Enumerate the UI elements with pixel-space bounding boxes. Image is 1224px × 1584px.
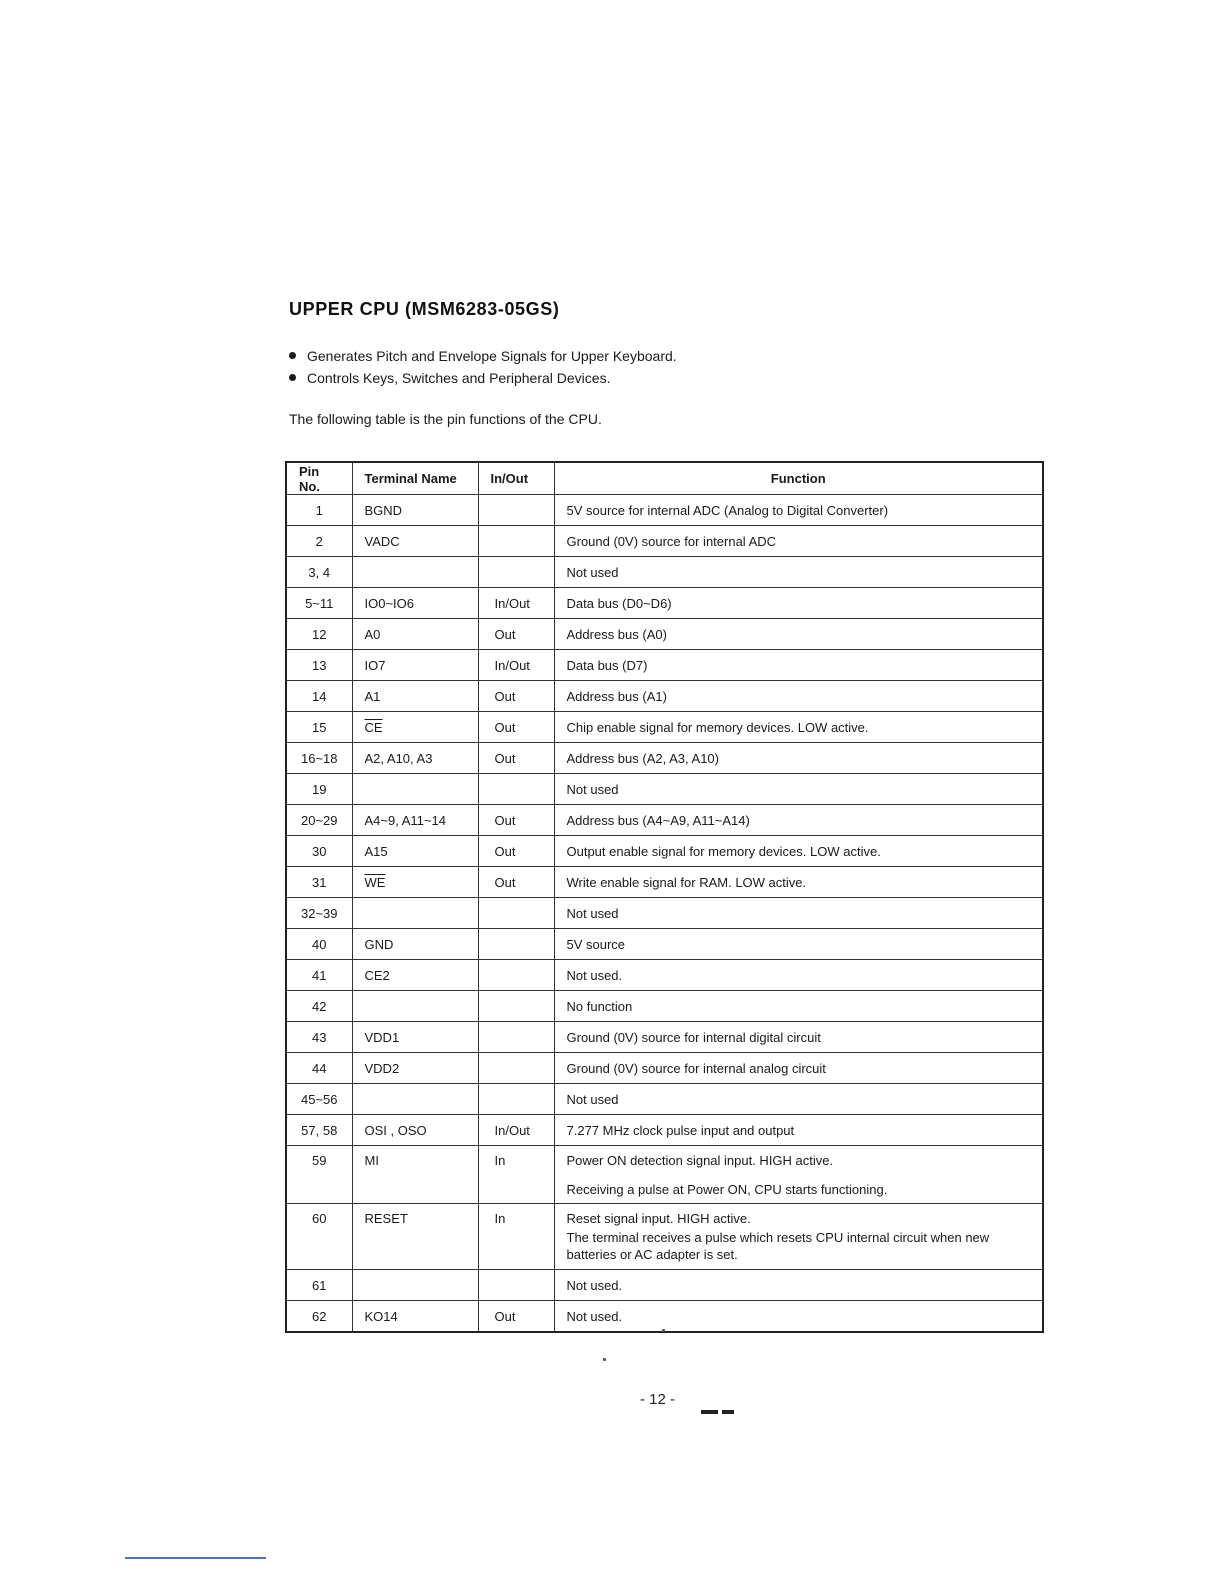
in-out-cell: [478, 1053, 554, 1084]
header-function: Function: [554, 462, 1043, 495]
header-pin-no: Pin No.: [286, 462, 352, 495]
terminal-name-cell: [352, 991, 478, 1022]
table-row: [286, 805, 1043, 836]
table-row: [286, 557, 1043, 588]
pin-number-cell: 62: [286, 1301, 352, 1333]
function-cell: [554, 1204, 1043, 1270]
function-line: Receiving a pulse at Power ON, CPU starts functioning.: [566, 1182, 888, 1197]
in-out-cell: [478, 495, 554, 526]
function-cell: Not used: [554, 898, 1043, 929]
pin-number-cell: 1: [286, 495, 352, 526]
in-out-cell: Out: [478, 867, 554, 898]
function-line: Power ON detection signal input. HIGH active.: [566, 1153, 834, 1168]
function-cell: Ground (0V) source for internal digital circuit: [554, 1022, 1043, 1053]
pin-number-cell: 14: [286, 681, 352, 712]
function-cell: Output enable signal for memory devices. LOW active.: [554, 836, 1043, 867]
function-cell: Write enable signal for RAM. LOW active.: [554, 867, 1043, 898]
in-out-cell: Out: [478, 712, 554, 743]
function-cell: Data bus (D0~D6): [554, 588, 1043, 619]
table-row: [286, 898, 1043, 929]
scan-speck: [603, 1358, 606, 1361]
in-out-cell: [478, 929, 554, 960]
terminal-name-cell: VDD1: [352, 1022, 478, 1053]
terminal-name-cell: GND: [352, 929, 478, 960]
pin-number-cell: 59: [286, 1146, 352, 1204]
terminal-name-cell: VADC: [352, 526, 478, 557]
function-cell: Not used.: [554, 1270, 1043, 1301]
function-cell: No function: [554, 991, 1043, 1022]
pin-number-cell: 44: [286, 1053, 352, 1084]
in-out-cell: Out: [478, 805, 554, 836]
table-row: [286, 712, 1043, 743]
table-row: [286, 681, 1043, 712]
terminal-name-cell: [352, 774, 478, 805]
table-row: [286, 743, 1043, 774]
pin-number-cell: 42: [286, 991, 352, 1022]
header-terminal-name: Terminal Name: [352, 462, 478, 495]
terminal-name-cell: MI: [352, 1146, 478, 1204]
table-row: [286, 1115, 1043, 1146]
page-title: UPPER CPU (MSM6283-05GS): [289, 299, 560, 319]
function-cell: Address bus (A2, A3, A10): [554, 743, 1043, 774]
scan-speck: [662, 1329, 665, 1332]
pin-number-cell: 13: [286, 650, 352, 681]
function-cell: Address bus (A1): [554, 681, 1043, 712]
pin-number-cell: 16~18: [286, 743, 352, 774]
function-cell: Not used.: [554, 1301, 1043, 1333]
in-out-cell: In: [478, 1204, 554, 1270]
function-cell: Not used: [554, 557, 1043, 588]
terminal-name-cell: VDD2: [352, 1053, 478, 1084]
in-out-cell: In: [478, 1146, 554, 1204]
in-out-cell: Out: [478, 681, 554, 712]
terminal-name-cell: [352, 1270, 478, 1301]
function-cell: Ground (0V) source for internal ADC: [554, 526, 1043, 557]
terminal-name-cell: OSI , OSO: [352, 1115, 478, 1146]
terminal-name-cell: [352, 1084, 478, 1115]
pin-number-cell: 43: [286, 1022, 352, 1053]
scan-mark: [701, 1410, 734, 1414]
in-out-cell: [478, 898, 554, 929]
table-row: [286, 836, 1043, 867]
table-row: [286, 526, 1043, 557]
in-out-cell: Out: [478, 836, 554, 867]
table-row: [286, 495, 1043, 526]
terminal-name-cell: $\overline{CE}$: [352, 712, 478, 743]
feature-item: Controls Keys, Switches and Peripheral Devices.: [289, 367, 677, 389]
pin-number-cell: 57, 58: [286, 1115, 352, 1146]
in-out-cell: In/Out: [478, 1115, 554, 1146]
function-cell: Not used.: [554, 960, 1043, 991]
pin-number-cell: 32~39: [286, 898, 352, 929]
feature-list: [289, 345, 677, 389]
terminal-name-cell: A4~9, A11~14: [352, 805, 478, 836]
table-row: [286, 1022, 1043, 1053]
in-out-cell: [478, 774, 554, 805]
bullet-icon: [289, 352, 296, 359]
table-header-row: [286, 462, 1043, 495]
table-row: [286, 929, 1043, 960]
terminal-name-cell: A0: [352, 619, 478, 650]
function-line: The terminal receives a pulse which resets CPU internal circuit when new batteries or AC adapter is set.: [566, 1230, 990, 1262]
in-out-cell: [478, 1022, 554, 1053]
pin-number-cell: 5~11: [286, 588, 352, 619]
bullet-icon: [289, 374, 296, 381]
pin-number-cell: 15: [286, 712, 352, 743]
pin-number-cell: 45~56: [286, 1084, 352, 1115]
terminal-name-cell: KO14: [352, 1301, 478, 1333]
table-row: [286, 1204, 1043, 1270]
in-out-cell: Out: [478, 743, 554, 774]
table-row: [286, 1301, 1043, 1333]
table-row: [286, 1146, 1043, 1204]
table-row: [286, 1053, 1043, 1084]
function-cell: Address bus (A4~A9, A11~A14): [554, 805, 1043, 836]
table-row: [286, 619, 1043, 650]
in-out-cell: [478, 1270, 554, 1301]
table-row: [286, 867, 1043, 898]
terminal-name-cell: IO7: [352, 650, 478, 681]
in-out-cell: Out: [478, 619, 554, 650]
pin-number-cell: 12: [286, 619, 352, 650]
in-out-cell: [478, 1084, 554, 1115]
in-out-cell: [478, 960, 554, 991]
table-row: [286, 650, 1043, 681]
bottom-rule: [125, 1557, 266, 1559]
intro-text: The following table is the pin functions of the CPU.: [289, 411, 602, 427]
function-line: Reset signal input. HIGH active.: [566, 1211, 751, 1226]
function-cell: Not used: [554, 774, 1043, 805]
in-out-cell: In/Out: [478, 650, 554, 681]
table-row: [286, 960, 1043, 991]
pin-number-cell: 61: [286, 1270, 352, 1301]
header-in-out: In/Out: [478, 462, 554, 495]
in-out-cell: [478, 991, 554, 1022]
table-row: [286, 1270, 1043, 1301]
pin-number-cell: 31: [286, 867, 352, 898]
feature-item: Generates Pitch and Envelope Signals for Upper Keyboard.: [289, 345, 677, 367]
function-cell: Address bus (A0): [554, 619, 1043, 650]
pin-number-cell: 2: [286, 526, 352, 557]
function-cell: Ground (0V) source for internal analog circuit: [554, 1053, 1043, 1084]
in-out-cell: [478, 557, 554, 588]
terminal-name-cell: [352, 898, 478, 929]
function-cell: 5V source: [554, 929, 1043, 960]
pin-number-cell: 19: [286, 774, 352, 805]
table-body: [286, 495, 1043, 1333]
table-row: [286, 774, 1043, 805]
page-number: - 12 -: [640, 1391, 676, 1408]
in-out-cell: In/Out: [478, 588, 554, 619]
pin-number-cell: 40: [286, 929, 352, 960]
terminal-name-cell: RESET: [352, 1204, 478, 1270]
table-row: [286, 991, 1043, 1022]
in-out-cell: Out: [478, 1301, 554, 1333]
function-cell: Chip enable signal for memory devices. LOW active.: [554, 712, 1043, 743]
function-cell: [554, 1146, 1043, 1204]
terminal-name-cell: [352, 557, 478, 588]
pin-number-cell: 20~29: [286, 805, 352, 836]
pin-number-cell: 60: [286, 1204, 352, 1270]
terminal-name-cell: $\overline{WE}$: [352, 867, 478, 898]
table-row: [286, 588, 1043, 619]
terminal-name-cell: A1: [352, 681, 478, 712]
terminal-name-cell: IO0~IO6: [352, 588, 478, 619]
terminal-name-cell: BGND: [352, 495, 478, 526]
pin-number-cell: 30: [286, 836, 352, 867]
terminal-name-cell: A2, A10, A3: [352, 743, 478, 774]
pin-number-cell: 41: [286, 960, 352, 991]
in-out-cell: [478, 526, 554, 557]
function-cell: Not used: [554, 1084, 1043, 1115]
table-row: [286, 1084, 1043, 1115]
function-cell: Data bus (D7): [554, 650, 1043, 681]
terminal-name-cell: A15: [352, 836, 478, 867]
pin-function-table: [285, 461, 1044, 1333]
function-cell: 7.277 MHz clock pulse input and output: [554, 1115, 1043, 1146]
terminal-name-cell: CE2: [352, 960, 478, 991]
function-cell: 5V source for internal ADC (Analog to Digital Converter): [554, 495, 1043, 526]
pin-number-cell: 3, 4: [286, 557, 352, 588]
